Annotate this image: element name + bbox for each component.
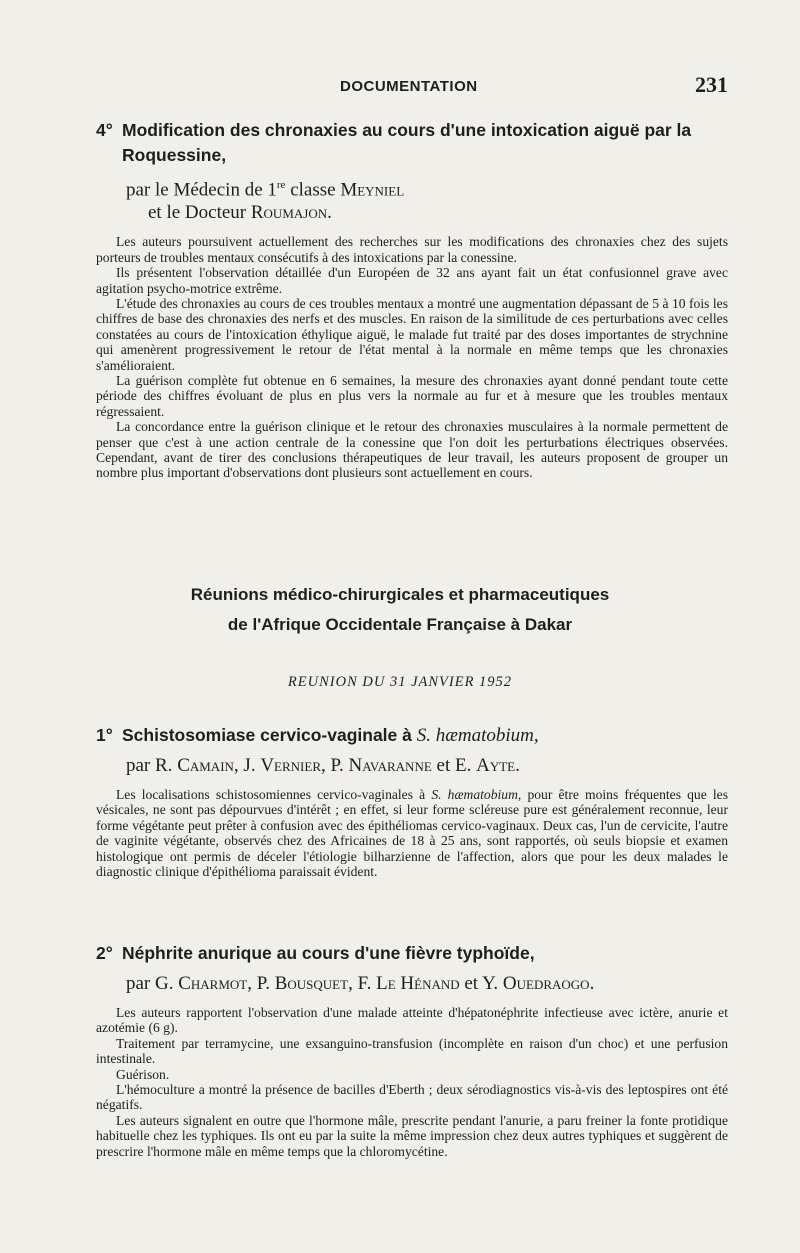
paragraph: Les auteurs rapportent l'observation d'une malade atteinte d'hépatonéphrite infectieuse avec ictère, anurie et azotémie (6 g).: [96, 1005, 728, 1036]
page-header: [0, 72, 800, 100]
paragraph: Guérison.: [116, 1066, 170, 1082]
article-2-title-text: Néphrite anurique au cours d'une fièvre typhoïde,: [122, 943, 535, 963]
author-name: Le Hénand: [376, 973, 460, 994]
article-1-title: [96, 723, 728, 748]
article-1-authors: [126, 754, 728, 777]
authors-sep: , P.: [321, 755, 349, 776]
authors-sep: , F.: [348, 973, 377, 994]
article-2-body: [96, 1005, 728, 1159]
author-name: Ouedraogo.: [502, 973, 595, 994]
author-name: Ayte.: [476, 755, 520, 776]
article-1-body: [96, 787, 728, 879]
authors-sep: , P.: [247, 973, 275, 994]
article-2-authors: [126, 972, 728, 995]
author-name: Roumajon.: [250, 202, 332, 224]
article-1-title-taxon: S. hæmatobium,: [416, 725, 539, 746]
paragraph: L'hémoculture a montré la présence de bacilles d'Eberth ; deux sérodiagnostics vis-à-vis des leptospires ont été négatifs.: [96, 1082, 728, 1113]
article-1-number: 1°: [96, 725, 113, 745]
paragraph: L'étude des chronaxies au cours de ces troubles mentaux a montré une augmentation dépassant de 5 à 10 fois les chiffres de base des chronaxies des nerfs et des muscles. En raison de la similitude de ces perturbations avec celles constatées au cours de l'intoxication éthylique aiguë, le malade fut traité par des doses importantes de strychnine qui amenèrent progressivement le retour de l'état mental à la normale en même temps que les chronaxies s'amélioraient.: [96, 295, 728, 373]
authors-text: par R.: [126, 755, 178, 776]
author-name: Vernier: [260, 755, 321, 776]
author-name: Bousquet: [274, 973, 349, 994]
authors-text: et le Docteur: [148, 202, 251, 224]
article-1-title-text: Schistosomiase cervico-vaginale à: [122, 725, 417, 745]
running-title: DOCUMENTATION: [340, 78, 478, 95]
author-name: Camain: [177, 755, 234, 776]
authors-sup: re: [276, 179, 286, 191]
meeting-date: REUNION DU 31 JANVIER 1952: [287, 674, 513, 690]
article-1: [96, 723, 728, 879]
section-heading-line2: de l'Afrique Occidentale Française à Dakar: [227, 615, 573, 634]
paragraph-taxon: S. hæmatobium,: [431, 787, 522, 802]
author-name: Navaranne: [348, 755, 432, 776]
authors-text: par le Médecin de 1: [126, 179, 277, 201]
author-name: Meyniel: [340, 179, 405, 201]
article-4: [96, 118, 728, 481]
authors-line2: [126, 201, 728, 224]
section-heading-line1: Réunions médico-chirurgicales et pharmaceutiques: [190, 585, 610, 604]
authors-text: par G.: [126, 973, 179, 994]
authors-sep: et E.: [431, 755, 477, 776]
page-number: 231: [695, 72, 728, 97]
article-4-body: [96, 234, 728, 481]
paragraph-text: Les localisations schistosomiennes cervico-vaginales à: [116, 787, 432, 802]
article-2: [96, 941, 728, 1159]
authors-text: classe: [285, 179, 341, 201]
authors-sep: et Y.: [459, 973, 503, 994]
article-4-number: 4°: [96, 120, 113, 140]
article-2-title: [96, 941, 728, 966]
paragraph: Ils présentent l'observation détaillée d'un Européen de 32 ans ayant fait un état confusionnel grave avec agitation psycho-motrice extrême.: [96, 265, 728, 296]
author-name: Charmot: [178, 973, 248, 994]
authors-sep: , J.: [233, 755, 261, 776]
paragraph: Les auteurs signalent en outre que l'hormone mâle, prescrite pendant l'anurie, a paru freiner la fonte protidique habituelle chez les typhiques. Ils ont eu par la suite la même impression chez deux autres typhiques et suggèrent de prescrire l'hormone mâle en même temps que la chloromycétine.: [96, 1112, 728, 1159]
paragraph-text: pour être moins fréquentes que les vésicales, ne sont pas dépourvues d'intérêt ; en effet, si leur forme scléreuse pure est généralement reconnue, leur forme végétante peut prêter à confusion avec des épithéliomas cervico-vaginaux. Deux cas, l'un de cervicite, l'autre de vaginite végétante, observés chez des Africaines de 18 à 25 ans, sont rapportés, où seuls biopsie et examen histologique ont permis de déceler l'étiologie bilharzienne de l'affection, alors que pour les deux malades le diagnostic clinique d'épithélioma paraissait évident.: [96, 787, 729, 880]
article-4-authors: [126, 174, 728, 224]
paragraph: [96, 787, 728, 879]
article-4-title: [96, 118, 728, 168]
article-4-title-line1: Modification des chronaxies au cours d'une intoxication aiguë par la: [122, 120, 692, 140]
article-4-title-line2: Roquessine,: [122, 145, 227, 165]
paragraph: La concordance entre la guérison clinique et le retour des chronaxies musculaires à la normale permettent de penser que c'est à une action centrale de la conessine que l'on doit les perturbations électriques observées. Cependant, avant de tirer des conclusions thérapeutiques de leur travail, les auteurs proposent de grouper un nombre plus important d'observations dont plusieurs sont actuellement en cours.: [96, 419, 728, 481]
paragraph: La guérison complète fut obtenue en 6 semaines, la mesure des chronaxies ayant donné pendant toute cette période des chiffres évoluant de plus en plus vers la normale au fur et à mesure que les troubles mentaux régressaient.: [96, 372, 728, 419]
paragraph: Les auteurs poursuivent actuellement des recherches sur les modifications des chronaxies chez des sujets porteurs de troubles mentaux consécutifs à des intoxications par la conessine.: [96, 234, 728, 265]
article-2-number: 2°: [96, 943, 113, 963]
paragraph: Traitement par terramycine, une exsanguino-transfusion (incomplète en raison d'un choc) et une perfusion intestinale.: [96, 1035, 728, 1067]
